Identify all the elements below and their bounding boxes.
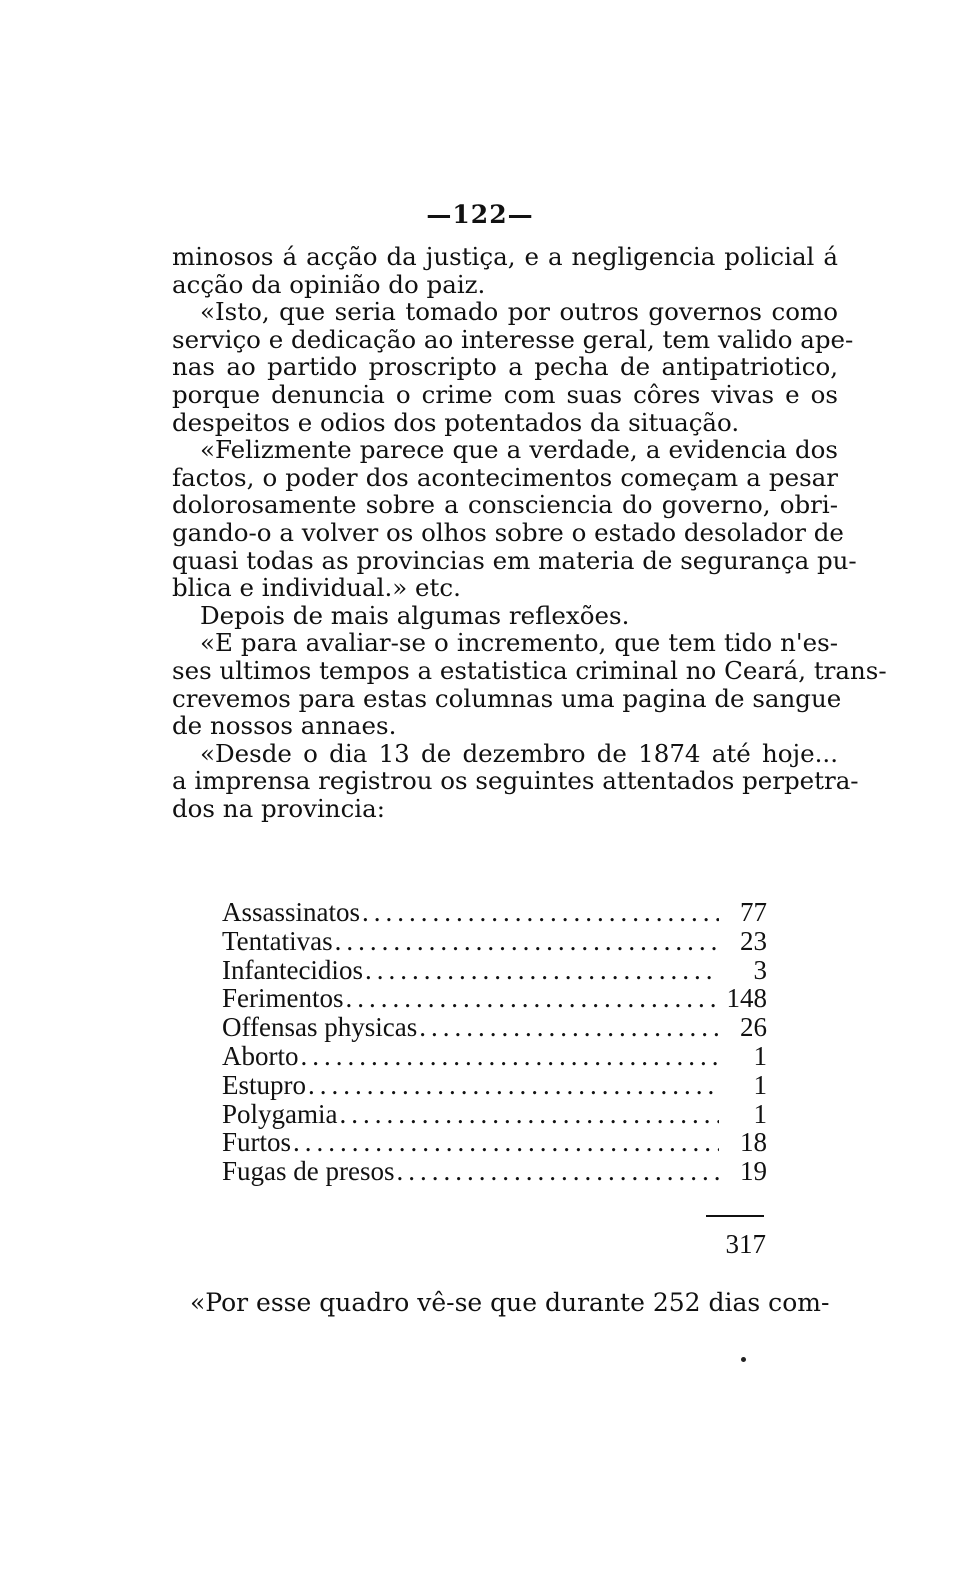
leader-dots — [419, 1012, 719, 1043]
body-text — [172, 242, 887, 823]
row-value: 23 — [740, 925, 767, 956]
leader-dots — [365, 955, 719, 986]
text-line: «Desde o dia 13 de dezembro de 1874 até hoje... — [200, 738, 838, 768]
table-row — [222, 1070, 767, 1099]
leader-dots — [308, 1070, 719, 1101]
ink-speck — [741, 1357, 746, 1362]
row-label: Ferimentos — [222, 983, 344, 1014]
row-value: 26 — [740, 1012, 767, 1043]
leader-dots — [396, 1156, 719, 1187]
text-line: serviço e dedicação ao interesse geral, tem valido ape- — [172, 324, 854, 354]
table-row — [222, 1156, 767, 1185]
text-line: gando-o a volver os olhos sobre o estado desolador de — [172, 517, 844, 547]
row-value: 1 — [753, 1040, 767, 1071]
closing-line: «Por esse quadro vê-se que durante 252 dias com- — [190, 1288, 830, 1317]
row-label: Tentativas — [222, 925, 333, 956]
row-label: Polygamia — [222, 1098, 338, 1129]
table-row — [222, 983, 767, 1012]
row-value: 148 — [726, 983, 767, 1014]
text-line: porque denuncia o crime com suas côres vivas e os — [172, 379, 838, 409]
leader-dots — [340, 1099, 720, 1130]
text-line: factos, o poder dos acontecimentos começam a pesar — [172, 462, 838, 492]
text-line: «Felizmente parece que a verdade, a evidencia dos — [200, 435, 838, 465]
row-label: Furtos — [222, 1127, 292, 1158]
leader-dots — [362, 897, 719, 928]
text-line: despeitos e odios dos potentados da situação. — [172, 407, 740, 437]
table-row — [222, 1127, 767, 1156]
text-line: Depois de mais algumas reflexões. — [200, 600, 630, 630]
row-label: Estupro — [222, 1069, 306, 1100]
page-number: —122— — [426, 200, 534, 229]
table-total: 317 — [725, 1229, 766, 1259]
table-row — [222, 1041, 767, 1070]
leader-dots — [335, 926, 719, 957]
leader-dots — [346, 983, 720, 1014]
row-value: 1 — [753, 1098, 767, 1129]
text-line: acção da opinião do paiz. — [172, 269, 486, 299]
text-line: a imprensa registrou os seguintes attentados perpetra- — [172, 766, 859, 796]
row-label: Aborto — [222, 1040, 299, 1071]
text-line: dolorosamente sobre a consciencia do governo, obri- — [172, 490, 838, 520]
row-label: Assassinatos — [222, 897, 361, 927]
row-value: 19 — [740, 1156, 767, 1187]
crime-statistics-table — [222, 897, 767, 1185]
table-row — [222, 926, 767, 955]
total-rule — [706, 1215, 764, 1217]
text-line: ses ultimos tempos a estatistica criminal no Ceará, trans- — [172, 655, 887, 685]
text-line: crevemos para estas columnas uma pagina de sangue — [172, 683, 842, 713]
text-line: dos na provincia: — [172, 793, 385, 823]
table-row — [222, 1099, 767, 1128]
row-label: Offensas physicas — [222, 1012, 418, 1043]
leader-dots — [293, 1127, 719, 1158]
row-label: Fugas de presos — [222, 1156, 395, 1187]
text-line: «Isto, que seria tomado por outros governos como — [200, 297, 838, 327]
row-value: 3 — [753, 954, 767, 985]
table-row — [222, 955, 767, 984]
row-value: 1 — [753, 1069, 767, 1100]
row-value: 18 — [740, 1127, 767, 1158]
table-row — [222, 1012, 767, 1041]
row-value: 77 — [740, 897, 767, 927]
text-line: «E para avaliar-se o incremento, que tem tido n'es- — [200, 628, 838, 658]
leader-dots — [301, 1041, 720, 1072]
row-label: Infantecidios — [222, 954, 363, 985]
text-line: minosos á acção da justiça, e a negligencia policial á — [172, 242, 838, 271]
text-line: de nossos annaes. — [172, 711, 397, 741]
text-line: quasi todas as provincias em materia de segurança pu- — [172, 545, 857, 575]
text-line: blica e individual.» etc. — [172, 573, 461, 603]
text-line: nas ao partido proscripto a pecha de antipatriotico, — [172, 352, 838, 382]
table-row — [222, 897, 767, 926]
